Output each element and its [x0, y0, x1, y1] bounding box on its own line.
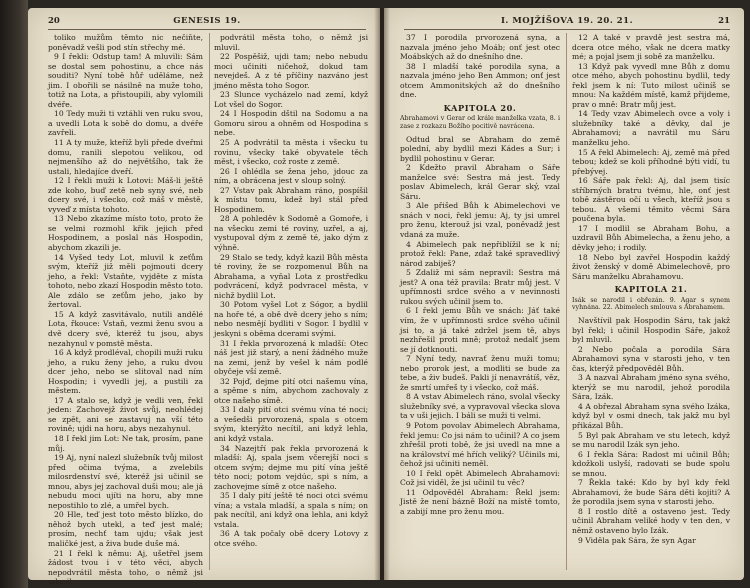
verse: 21 I řekl k němu: Aj, ušetřel jsem žádost tvou i v této věci, abych nepodvrátil města toho, o němž jsi mluvil.	[48, 548, 203, 587]
verse: 27 Vstav pak Abraham ráno, pospíšil k místu tomu, kdež byl stál před Hospodinem.	[214, 185, 368, 214]
verse: 20 Hle, teď jest toto město blízko, do něhož bych utekl, a teď jest malé; prosím, nechť tam ujdu; však jest maličké jest, a živa bude duše má.	[48, 510, 203, 548]
verse: 33 I daly pití otci svému vína té noci; a vešedši prvorozená, spala s otcem svým, kterýžto necítil, ani když lehla, ani když vstala.	[214, 405, 368, 443]
verse: 11 Odpověděl Abraham: Řekl jsem: Jistě že není bázně Boží na místě tomto, a zabijí mne pro ženu mou.	[400, 487, 560, 516]
verse: 37 I porodila prvorozená syna, a nazvala jméno jeho Moáb; onť jest otec Moábských až do dnešního dne.	[400, 33, 560, 62]
verse: 9 Potom povolav Abimelech Abrahama, řekl jemu: Co jsi nám to učinil? A co jsem zhřešil proti tobě, že jsi uvedl na mne a na království mé hřích veliký? Učinils mi, čehož jsi učiniti neměl.	[400, 420, 560, 469]
verse: 28 A pohleděv k Sodomě a Gomoře, i na všecku zemi té roviny, uzřel, a aj, vystupoval dým z země té, jako dým z výhně.	[214, 214, 368, 253]
verse: 10 I řekl opět Abimelech Abrahamovi: Což jsi viděl, že jsi učinil tu věc?	[400, 468, 560, 488]
verse: 26 I ohlédla se žena jeho, jdouc za ním, a obrácena jest v sloup solný.	[214, 166, 368, 186]
verse: 36 A tak počaly obě dcery Lotovy z otce svého.	[214, 529, 368, 548]
verse: 9 Viděla pak Sára, že syn Agar	[578, 535, 696, 545]
verse: 12 I řekli muži k Lotovi: Máš-li ještě zde koho, buď zetě neb syny své, neb dcery své, i všecko, což máš v městě, vyveď z místa tohoto.	[48, 176, 203, 214]
right-column-2	[572, 33, 730, 574]
verse: 16 Sáře pak řekl: Aj, dal jsem tisíc stříbrných bratru tvému, hle, onť jest tobě zástěrou očí u všech, kteříž jsou s tebou. A všemi těmito věcmi Sára poučena byla.	[572, 176, 730, 224]
chapter-summary: Abrahamovi v Gerar od krále manželka vzata, 8. i zase z rozkazu Božího pocitivě navrácena.	[400, 115, 560, 130]
verse: 35 I daly pití ještě té noci otci svému vína; a vstala mladší, a spala s ním; on pak necítil, ani když ona lehla, ani když vstala.	[214, 491, 368, 529]
verse: 38 I mladší také porodila syna, a nazvala jméno jeho Ben Ammon; onť jest otcem Ammonitských až do dnešního dne.	[400, 61, 560, 100]
verse: 23 Slunce vycházelo nad zemí, když Lot všel do Sogor.	[214, 90, 368, 109]
left-running-title: GENESIS 19.	[173, 16, 241, 26]
left-column-2	[214, 33, 368, 574]
right-page	[384, 8, 744, 580]
verse: 15 A řekl Abimelech: Aj, země má před tebou; kdež se koli příhodné býti vidí, tu přebývej.	[572, 147, 730, 176]
verse: 8 A vstav Abimelech ráno, svolal všecky služebníky své, a vypravoval všecka slova ta v uši jejich. I báli se muži ti velmi.	[400, 392, 560, 421]
verse: 18 Nebo byl zavřel Hospodin každý život ženský v domě Abimelechově, pro Sáru manželku Abrahamovu.	[572, 252, 730, 281]
chapter-summary: Isák se narodil i obřezán. 9. Agar s synem vyhnána. 22. Abimelech smlouva s Abrahamem.	[572, 296, 730, 312]
verse: 7 Řekla také: Kdo by byl kdy řekl Abrahamovi, že bude Sára děti kojiti? A že porodila jsem syna v starosti jeho.	[572, 478, 730, 507]
verse: 17 I modlil se Abraham Bohu, a uzdravil Bůh Abimelecha, a ženu jeho, a děvky jeho; i rodily.	[572, 223, 730, 253]
verse: podvrátil města toho, o němž jsi mluvil.	[214, 33, 368, 52]
verse: Navštívil pak Hospodin Sáru, tak jakž byl řekl; i učinil Hospodin Sáře, jakož byl mluvil.	[572, 315, 730, 345]
verse: 8 I rostlo dítě a ostaveno jest. Tedy učinil Abraham veliké hody v ten den, v němž ostaveno bylo Izák.	[572, 506, 730, 535]
verse: 5 Zdaliž mi sám nepravil: Sestra má jest? A ona též pravila: Bratr můj jest. V upřímnosti srdce svého a v nevinnosti rukou svých učinil jsem to.	[400, 268, 560, 306]
verse: 29 Stalo se tedy, když kazil Bůh města té roviny, že se rozpomenul Bůh na Abrahama, a vyňal Lota z prostředku podvrácení, když podvracel města, v nichž bydlil Lot.	[214, 252, 368, 300]
verse: 22 Pospěšiž, ujdi tam; nebo nebudu moci učiniti ničehož, dokud tam nevejdeš. A z té příčiny nazváno jest jméno města toho Sogor.	[214, 52, 368, 90]
verse: 2 Kdežto pravil Abraham o Sáře manželce své: Sestra má jest. Tedy poslav Abimelech, král Gerar ský, vzal Sáru.	[400, 163, 560, 201]
chapter-heading: KAPITOLA 20.	[443, 102, 517, 113]
verse: 17 A stalo se, když je vedli ven, řekl jeden: Zachovejž život svůj, neohlédej se zpět, ani se zastavuj na vší této rovině; ujdi na horu, abys nezahynul.	[48, 395, 203, 434]
verse: Odtud bral se Abraham do země polední, aby bydlil mezi Kádes a Sur; i bydlil pohostinu v Gerar.	[400, 134, 560, 163]
verse: 30 Potom vyšel Lot z Sógor, a bydlil na hoře té, a obě dvě dcery jeho s ním; nebo nesmějí bydliti v Sogor. I bydlil v jeskyni s oběma dcerami svými.	[214, 300, 368, 338]
verse: 4 A obřezal Abraham syna svého Izáka, když byl v osmi dnech, tak jakž mu byl přikázal Bůh.	[572, 401, 730, 430]
left-header-rule	[48, 29, 366, 30]
right-running-head	[404, 16, 730, 28]
verse: 31 I řekla prvorozená k mladší: Otec náš jest již starý, a není žádného muže na zemi, jenž by vešel k nám podlé obyčeje vší země.	[214, 338, 368, 377]
verse: 15 A když zasvitávalo, nutili andělé Lota, řkouce: Vstaň, vezmi ženu svou a dvě dcery své, kteréž tu jsou, abys nezahynul v pomstě města.	[48, 309, 203, 348]
verse: 13 Když pak vyvedl mne Bůh z domu otce mého, abych pohostinu bydlil, tedy řekl jsem k ní: Tuto milost učiníš se mnou: Na každém místě, kamž přijdeme, prav o mně: Bratr můj jest.	[572, 61, 730, 109]
verse: 25 A podvrátil ta města i všecku tu rovinu, všecky také obyvatele těch měst, i všecko, což roste z země.	[214, 138, 368, 167]
right-running-title: I. MOJŽÍŠOVA 19. 20. 21.	[500, 16, 634, 26]
verse: toliko mužům těmto nic nečiňte, poněvadž vešli pod stín střechy mé.	[48, 33, 203, 52]
verse: 9 I řekli: Odstup tam! A mluvili: Sám se dostal sem pohostinu, a chce nás souditi? Nyní tobě hůř uděláme, než jim. I obořili se násilně na muže toho, totiž na Lota, a přistoupili, aby vylomili dvéře.	[48, 52, 203, 109]
verse: 18 I řekl jim Lot: Ne tak, prosím, pane můj.	[48, 433, 203, 453]
book-cover-edge	[0, 0, 28, 588]
verse: 24 I Hospodin dštil na Sodomu a na Gomoru sirou a ohněm od Hospodina s nebe.	[214, 109, 368, 138]
verse: 3 Ale přišed Bůh k Abimelechovi ve snách v noci, řekl jemu: Aj, ty jsi umrel pro ženu, kterouž jsi vzal, poněvadž jest vdaná za muže.	[400, 201, 560, 240]
verse: 6 I řekl jemu Bůh ve snách: Jáť také vím, že v upřímnosti srdce svého učinil jsi to, a já také zdržel jsem tě, abys nezhřešil proti mně; protož nedalť jsem se jí dotknouti.	[400, 306, 560, 354]
verse: 2 Nebo počala a porodila Sára Abrahamovi syna v starosti jeho, v ten čas, kterýž předpověděl Bůh.	[572, 344, 730, 373]
verse: 14 Vyšed tedy Lot, mluvil k zeťům svým, kteříž již měli pojmouti dcery jeho, a řekl: Vstaňte, vyjděte z místa tohoto, nebo zkazí Hospodin město toto. Ale zdálo se zeťům jeho, jako by žertoval.	[48, 252, 204, 310]
verse: 32 Pojď, dejme pití otci našemu vína, a spěme s ním, abychom zachovaly z otce našeho símě.	[214, 376, 368, 405]
right-header-rule	[404, 29, 730, 30]
left-column-divider	[209, 33, 210, 570]
left-column-1	[48, 33, 204, 587]
verse: 13 Nebo zkazíme místo toto, proto že se velmi rozmohl křik jejich před Hospodinem, a poslal nás Hospodin, abychom zkazili je.	[48, 214, 203, 253]
verse: 34 Nazejtří pak řekla prvorozená k mladší: Aj, spala jsem včerejší noci s otcem svým; dejme mu pití vína ještě této noci; potom vejdúc, spi s ním, a zachovejme símě z otce našeho.	[214, 443, 368, 491]
verse: 4 Abimelech pak nepřiblížil se k ní; protož řekl: Pane, zdaž také spravedlivý národ zabiješ?	[400, 239, 560, 268]
verse: 6 I řekla Sára: Radost mi učinil Bůh; kdožkoli uslyší, radovati se bude spolu se mnou.	[572, 449, 730, 478]
right-page-number: 21	[718, 16, 730, 26]
verse: 3 A nazval Abraham jméno syna svého, kterýž se mu narodil, jehož porodila Sára, Izák.	[572, 373, 730, 402]
left-page	[28, 8, 380, 587]
verse: 10 Tedy muži ti vztáhli ven ruku svou, a uvedli Lota k sobě do domu, a dvéře zavřeli.	[48, 109, 203, 138]
chapter-heading: KAPITOLA 21.	[614, 284, 688, 295]
verse: 5 Byl pak Abraham ve stu letech, když se mu narodil Izák syn jeho.	[572, 430, 730, 450]
left-page-number: 20	[48, 16, 60, 26]
verse: 16 A když prodléval, chopili muži ruku jeho, a ruku ženy jeho, a ruku dvou dcer jeho, nebo se slitoval nad ním Hospodin; i vyvedli jej, a pustili za městem.	[48, 348, 203, 396]
book-gutter-shadow	[374, 8, 390, 580]
verse: 19 Aj, nyní nalezl služebník tvůj milost před očima tvýma, a zvelebils milosrdenství své, kteréž jsi učinil se mnou, abys jej zachoval duši mou; ale já nebudu moci ujíti na horu, aby mne nepostihlo to zlé, a umřel bych.	[48, 453, 203, 510]
verse: 14 Tedy vzav Abimelech ovce a voly i služebníky také a děvky, dal je Abrahamovi; a navrátil mu Sáru manželku jeho.	[572, 109, 730, 148]
left-running-head	[48, 16, 366, 28]
right-column-1	[400, 33, 560, 574]
verse: 12 A také v pravdě jest sestra má, dcera otce mého, však ne dcera matky mé; a pojal jsem ji sobě za manželku.	[572, 33, 730, 62]
verse: 7 Nyní tedy, navrať ženu muži tomu; nebo prorok jest, a modliti se bude za tebe, a živ budeš. Pakli jí nenavrátíš, věz, že smrtí umřeš ty i všecko, což máš.	[400, 354, 560, 392]
right-column-divider	[566, 33, 567, 570]
verse: 11 A ty muže, kteříž byli přede dveřmi domu, ranili slepotou velikou, od nejmenšího až do největšího, tak že ustali, hledajíce dveří.	[48, 138, 203, 176]
